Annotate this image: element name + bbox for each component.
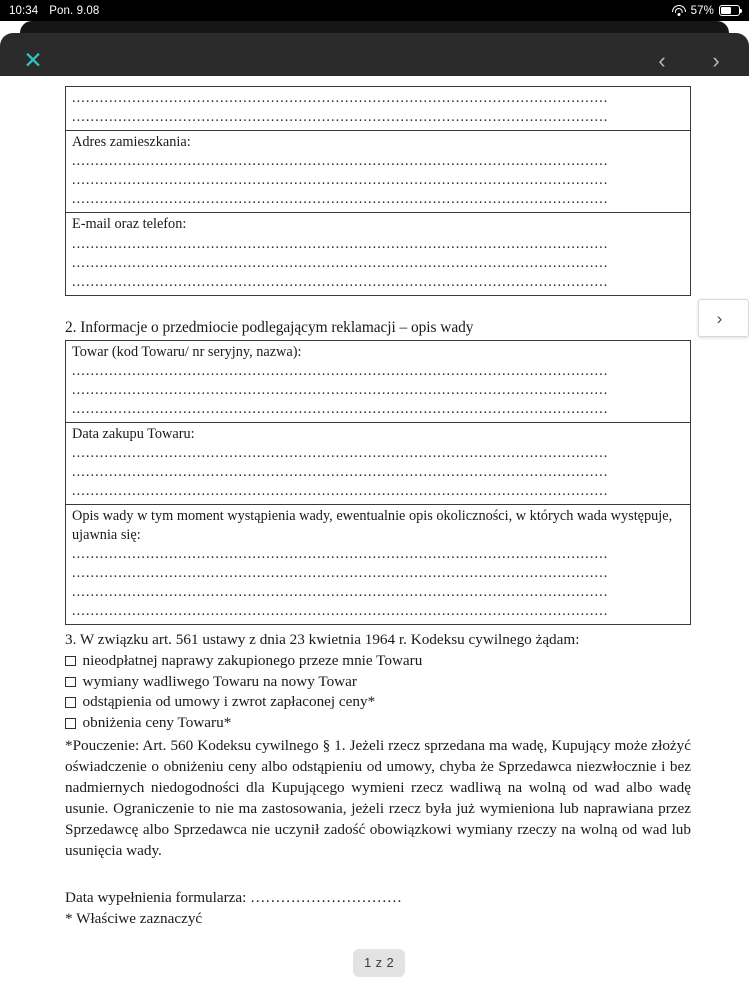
dotted-line: .................................................................................................................... [72,382,609,399]
section-2-heading: 2. Informacje o przedmiocie podlegającym reklamacji – opis wady [65,318,474,336]
dotted-line: .................................................................................................................... [72,153,609,170]
chevron-right-icon[interactable]: › [712,47,720,73]
checkbox-icon[interactable] [65,656,76,667]
footnote-line: * Właściwe zaznaczyć [65,910,203,928]
status-bar [0,0,749,21]
dotted-line: .................................................................................................................... [72,584,609,601]
table-cell [66,213,691,295]
dotted-line: .................................................................................................................... [72,191,609,208]
table-cell [66,340,691,422]
form-date-line: Data wypełnienia formularza: ………………………… [65,888,402,906]
checkbox-icon[interactable] [65,677,76,688]
status-date: Pon. 9.08 [49,4,100,17]
option-label: odstąpienia od umowy i zwrot zapłaconej ceny* [82,693,376,711]
dotted-line: .................................................................................................................... [72,483,609,500]
dotted-line: .................................................................................................................... [72,546,609,563]
product-data-table [65,340,691,625]
field-label-towar: Towar (kod Towaru/ nr seryjny, nazwa): [72,343,302,360]
chevron-left-icon[interactable]: ‹ [658,47,666,73]
dotted-line: .................................................................................................................... [72,273,609,290]
toolbar-nav-group [645,44,733,78]
table-row [66,87,691,131]
checkbox-icon[interactable] [65,697,76,708]
field-label-email-telefon: E-mail oraz telefon: [72,216,187,233]
table-cell [66,131,691,213]
status-time: 10:34 [9,4,39,17]
document-page[interactable] [0,76,749,999]
dotted-line: .................................................................................................................... [72,565,609,582]
next-page-button[interactable] [698,299,749,337]
table-row [66,340,691,422]
dotted-line: .................................................................................................................... [72,363,609,380]
status-bar-right [672,5,740,17]
dotted-line: .................................................................................................................... [72,109,609,125]
option-label: obniżenia ceny Towaru* [82,714,232,732]
dotted-line: .................................................................................................................... [72,235,609,252]
dotted-line: .................................................................................................................... [72,254,609,271]
list-item[interactable] [65,672,691,693]
close-icon[interactable]: ✕ [23,47,43,73]
field-label-data-zakupu: Data zakupu Towaru: [72,426,195,443]
table-row [66,423,691,505]
legal-notice-paragraph: *Pouczenie: Art. 560 Kodeksu cywilnego § 1. Jeżeli rzecz sprzedana ma wadę, Kupujący może złożyć oświadczenie o obniżeniu ceny albo odstąpieniu od umowy, chyba że Sprzedawca niezwłocznie i bez nadmiernych niedogodności dla Kupującego wymieni rzecz wadliwą na wolną od wad albo wadę usunie. Ograniczenie to nie ma zastosowania, jeżeli rzecz była już wymieniona lub naprawiana przez Sprzedawcę albo Sprzedawca nie uczynił zadość obowiązkowi wymiany rzeczy na wolną od wad lub usunięcia wady. [65,737,691,859]
claim-options-list [65,651,691,734]
list-item[interactable] [65,713,691,734]
table-cell [66,423,691,505]
page-indicator: 1 z 2 [353,949,405,977]
table-row [66,213,691,295]
table-row [66,505,691,625]
dotted-line: .................................................................................................................... [72,603,609,620]
table-row [66,131,691,213]
list-item[interactable] [65,651,691,672]
dotted-line: .................................................................................................................... [72,401,609,418]
table-cell [66,87,691,131]
status-bar-left [9,5,99,17]
checkbox-icon[interactable] [65,718,76,729]
chevron-right-icon: › [716,308,723,328]
dotted-line: .................................................................................................................... [72,464,609,481]
field-label-opis-wady: Opis wady w tym moment wystąpienia wady, ewentualnie opis okoliczności, w których wada występuje, ujawnia się: [72,508,673,543]
wifi-icon [672,5,686,16]
dotted-line: .................................................................................................................... [72,90,609,106]
spacer [65,296,691,318]
option-label: nieodpłatnej naprawy zakupionego przeze mnie Towaru [82,651,423,669]
personal-data-table [65,86,691,296]
list-item[interactable] [65,692,691,713]
dotted-line: .................................................................................................................... [72,172,609,189]
dotted-line: .................................................................................................................... [72,445,609,462]
battery-percent-label: 57% [690,4,714,17]
table-cell [66,505,691,625]
battery-icon [719,5,740,16]
document-content [65,86,691,930]
section-3-heading: 3. W związku art. 561 ustawy z dnia 23 kwietnia 1964 r. Kodeksu cywilnego żądam: [65,631,580,649]
option-label: wymiany wadliwego Towaru na nowy Towar [82,672,357,690]
field-label-adres: Adres zamieszkania: [72,134,191,150]
